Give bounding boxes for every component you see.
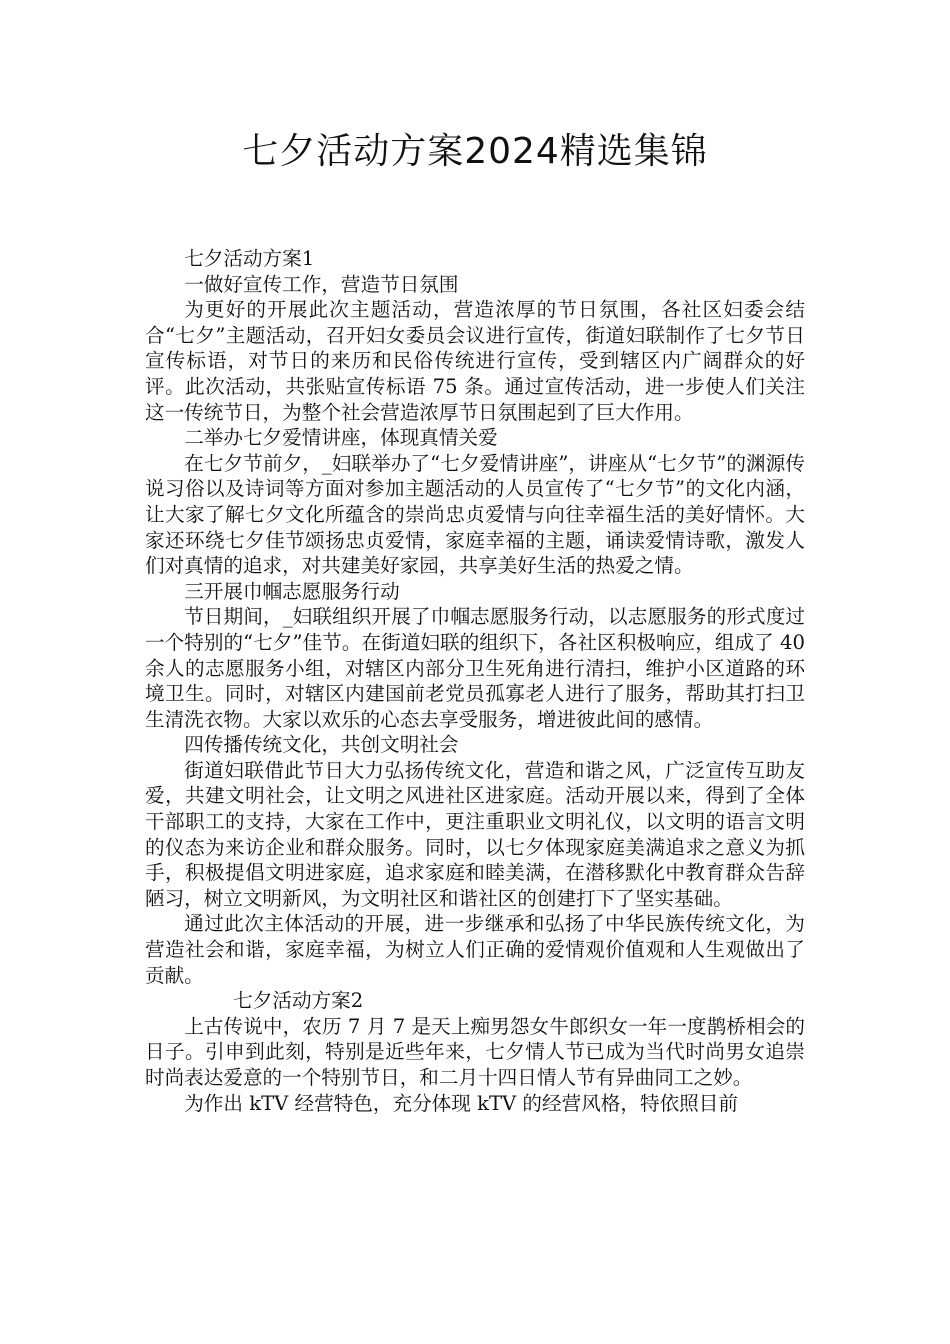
body-paragraph: 通过此次主体活动的开展，进一步继承和弘扬了中华民族传统文化，为营造社会和谐，家庭幸福，为树立人们正确的爱情观价值观和人生观做出了贡献。 [145,912,805,987]
section-heading: 三开展巾帼志愿服务行动 [184,579,400,603]
section-heading: 七夕活动方案1 [184,247,315,270]
section-heading: 四传播传统文化，共创文明社会 [184,733,459,757]
document-title: 七夕活动方案2024精选集锦 [242,131,708,172]
body-paragraph: 为作出 kTV 经营特色，充分体现 kTV 的经营风格，特依照目前 [184,1091,738,1115]
body-paragraph: 街道妇联借此节日大力弘扬传统文化，营造和谐之风，广泛宣传互助友爱，共建文明社会，让文明之风进社区进家庭。活动开展以来，得到了全体干部职工的支持，大家在工作中，更注重职业文明礼仪，以文明的语言文明的仪态为来访企业和群众服务。同时，以七夕体现家庭美满追求之意义为抓手，积极提倡文明进家庭，追求家庭和睦美满，在潜移默化中教育群众告辞陋习，树立文明新风，为文明社区和谐社区的创建打下了坚实基础。 [145,758,805,910]
body-paragraph: 上古传说中，农历 7 月 7 是天上痴男怨女牛郎织女一年一度鹊桥相会的日子。引申到此刻，特别是近些年来，七夕情人节已成为当代时尚男女追崇时尚表达爱意的一个特别节日，和二月十四日情人节有异曲同工之妙。 [145,1014,805,1089]
document-body [145,246,805,1116]
body-paragraph: 为更好的开展此次主题活动，营造浓厚的节日氛围，各社区妇委会结合“七夕”主题活动，召开妇女委员会议进行宣传，街道妇联制作了七夕节日宣传标语，对节日的来历和民俗传统进行宣传，受到辖区内广阔群众的好评。此次活动，共张贴宣传标语 75 条。通过宣传活动，进一步使人们关注这一传统节日，为整个社会营造浓厚节日氛围起到了巨大作用。 [145,298,805,424]
section-heading: 二举办七夕爱情讲座，体现真情关爱 [184,426,498,450]
body-paragraph: 在七夕节前夕，_妇联举办了“七夕爱情讲座”，讲座从“七夕节”的渊源传说习俗以及诗词等方面对参加主题活动的人员宣传了“七夕节”的文化内涵，让大家了解七夕文化所蕴含的崇尚忠贞爱情与向往幸福生活的美好情怀。大家还环绕七夕佳节颂扬忠贞爱情，家庭幸福的主题，诵读爱情诗歌，激发人们对真情的追求，对共建美好家园，共享美好生活的热爱之情。 [145,451,805,578]
body-paragraph: 节日期间，_妇联组织开展了巾帼志愿服务行动，以志愿服务的形式度过一个特别的“七夕”佳节。在街道妇联的组织下，各社区积极响应，组成了 40 余人的志愿服务小组，对辖区内部分卫生死角进行清扫，维护小区道路的环境卫生。同时，对辖区内建国前老党员孤寡老人进行了服务，帮助其打扫卫生清洗衣物。大家以欢乐的心态去享受服务，增进彼此间的感情。 [145,605,805,731]
section-heading: 一做好宣传工作，营造节日氛围 [184,272,459,296]
section-heading: 七夕活动方案2 [233,989,364,1013]
